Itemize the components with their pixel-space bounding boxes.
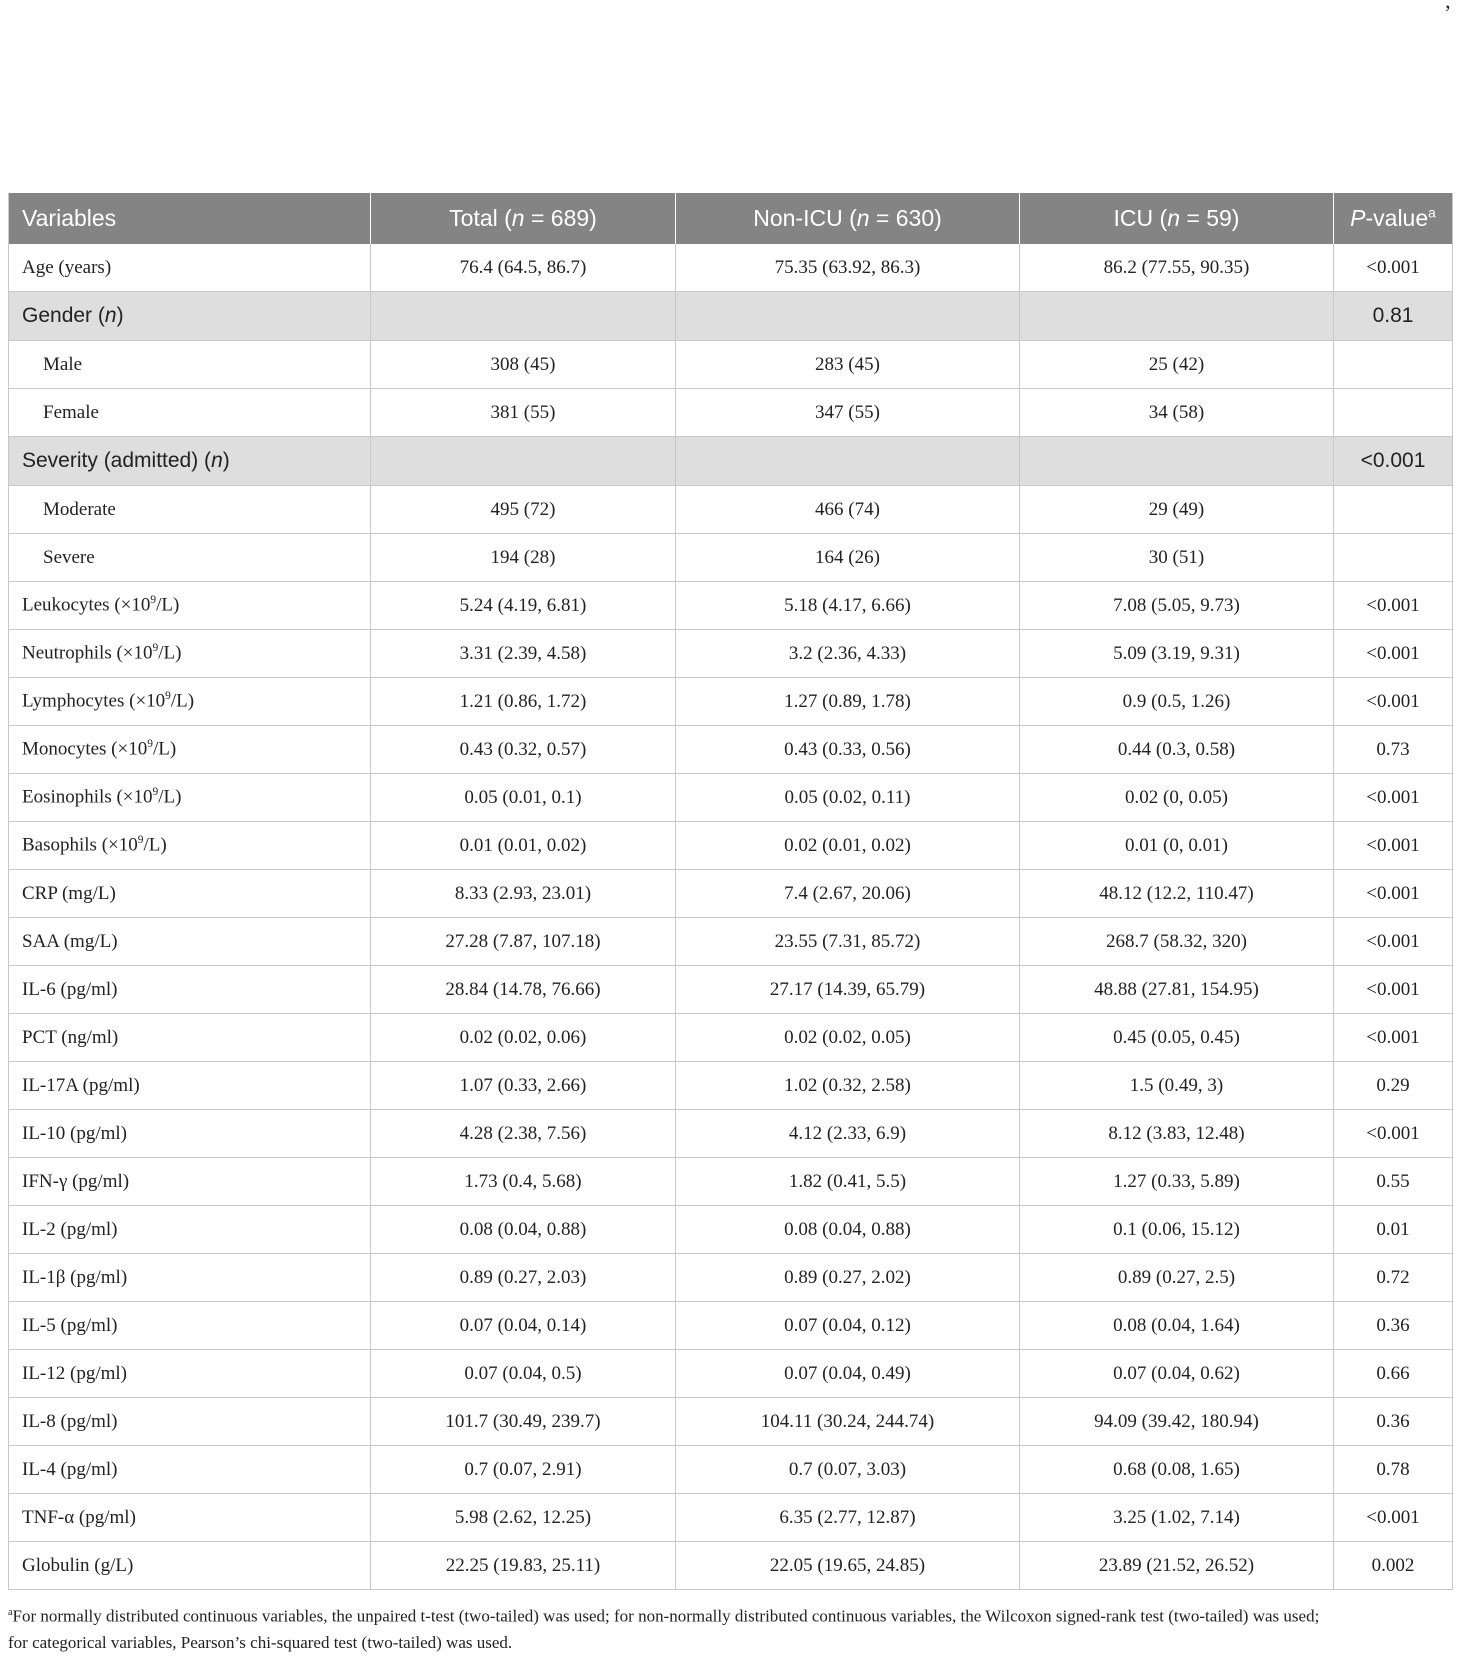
- cell-nonicu: 0.05 (0.02, 0.11): [676, 774, 1020, 822]
- cell-icu: 0.9 (0.5, 1.26): [1020, 678, 1334, 726]
- cell-nonicu: 23.55 (7.31, 85.72): [676, 918, 1020, 966]
- table-row: [9, 244, 1453, 292]
- table-row: [9, 437, 1453, 486]
- table-row: [9, 1206, 1453, 1254]
- cell-total: 1.07 (0.33, 2.66): [371, 1062, 676, 1110]
- cell-icu: [1020, 437, 1334, 486]
- row-label: IFN-γ (pg/ml): [9, 1158, 371, 1206]
- cell-nonicu: 0.02 (0.01, 0.02): [676, 822, 1020, 870]
- cell-pvalue: <0.001: [1334, 822, 1453, 870]
- cell-nonicu: 164 (26): [676, 534, 1020, 582]
- table-row: [9, 582, 1453, 630]
- row-label: Neutrophils $(\times 10^9/L)$: [9, 630, 371, 678]
- cell-pvalue: 0.73: [1334, 726, 1453, 774]
- cell-icu: 94.09 (39.42, 180.94): [1020, 1398, 1334, 1446]
- cell-pvalue: 0.81: [1334, 292, 1453, 341]
- cell-pvalue: 0.002: [1334, 1542, 1453, 1590]
- cell-icu: [1020, 292, 1334, 341]
- cell-total: 308 (45): [371, 341, 676, 389]
- cell-nonicu: 7.4 (2.67, 20.06): [676, 870, 1020, 918]
- header-pvalue: P-value$^a$: [1334, 193, 1453, 244]
- cell-icu: 0.02 (0, 0.05): [1020, 774, 1334, 822]
- row-label: Severe: [9, 534, 371, 582]
- cell-nonicu: 4.12 (2.33, 6.9): [676, 1110, 1020, 1158]
- cell-total: 4.28 (2.38, 7.56): [371, 1110, 676, 1158]
- cell-icu: 0.08 (0.04, 1.64): [1020, 1302, 1334, 1350]
- cell-pvalue: 0.36: [1334, 1398, 1453, 1446]
- cell-total: 0.02 (0.02, 0.06): [371, 1014, 676, 1062]
- cell-pvalue: <0.001: [1334, 966, 1453, 1014]
- cell-icu: 48.88 (27.81, 154.95): [1020, 966, 1334, 1014]
- cell-total: 194 (28): [371, 534, 676, 582]
- table-row: [9, 1446, 1453, 1494]
- cell-nonicu: 0.08 (0.04, 0.88): [676, 1206, 1020, 1254]
- header-nonicu: Non-ICU (n = 630): [676, 193, 1020, 244]
- header-icu: ICU (n = 59): [1020, 193, 1334, 244]
- cell-icu: 0.68 (0.08, 1.65): [1020, 1446, 1334, 1494]
- table-row: [9, 918, 1453, 966]
- cell-nonicu: 1.02 (0.32, 2.58): [676, 1062, 1020, 1110]
- cell-nonicu: 347 (55): [676, 389, 1020, 437]
- row-label: IL-8 (pg/ml): [9, 1398, 371, 1446]
- cell-pvalue: <0.001: [1334, 244, 1453, 292]
- cell-pvalue: 0.72: [1334, 1254, 1453, 1302]
- cell-pvalue: <0.001: [1334, 918, 1453, 966]
- row-label: Female: [9, 389, 371, 437]
- cell-icu: 0.44 (0.3, 0.58): [1020, 726, 1334, 774]
- row-label: Globulin (g/L): [9, 1542, 371, 1590]
- table-row: [9, 292, 1453, 341]
- cell-pvalue: <0.001: [1334, 582, 1453, 630]
- cell-nonicu: [676, 292, 1020, 341]
- cell-total: 3.31 (2.39, 4.58): [371, 630, 676, 678]
- table-row: [9, 1158, 1453, 1206]
- cell-nonicu: 6.35 (2.77, 12.87): [676, 1494, 1020, 1542]
- row-label: IL-4 (pg/ml): [9, 1446, 371, 1494]
- cell-nonicu: 3.2 (2.36, 4.33): [676, 630, 1020, 678]
- cell-pvalue: 0.36: [1334, 1302, 1453, 1350]
- cell-pvalue: <0.001: [1334, 630, 1453, 678]
- cell-nonicu: 283 (45): [676, 341, 1020, 389]
- cell-icu: 1.27 (0.33, 5.89): [1020, 1158, 1334, 1206]
- cell-icu: 48.12 (12.2, 110.47): [1020, 870, 1334, 918]
- table-row: [9, 341, 1453, 389]
- cell-total: 5.24 (4.19, 6.81): [371, 582, 676, 630]
- cell-nonicu: 466 (74): [676, 486, 1020, 534]
- cell-icu: 0.89 (0.27, 2.5): [1020, 1254, 1334, 1302]
- table-row: [9, 486, 1453, 534]
- cell-icu: 30 (51): [1020, 534, 1334, 582]
- row-label: Basophils $(\times 10^9/L)$: [9, 822, 371, 870]
- cell-icu: 7.08 (5.05, 9.73): [1020, 582, 1334, 630]
- cell-icu: 0.1 (0.06, 15.12): [1020, 1206, 1334, 1254]
- cell-total: [371, 437, 676, 486]
- cell-total: 0.07 (0.04, 0.14): [371, 1302, 676, 1350]
- cell-icu: 23.89 (21.52, 26.52): [1020, 1542, 1334, 1590]
- table-row: [9, 1302, 1453, 1350]
- cell-total: 101.7 (30.49, 239.7): [371, 1398, 676, 1446]
- table-row: [9, 870, 1453, 918]
- table-row: [9, 1014, 1453, 1062]
- row-label: IL-12 (pg/ml): [9, 1350, 371, 1398]
- cell-pvalue: <0.001: [1334, 1494, 1453, 1542]
- table-row: [9, 966, 1453, 1014]
- footnote: $^a$For normally distributed continuous variables, the unpaired t-test (two-tailed) was used; for non-normally distributed continuous variables, the Wilcoxon signed-rank test (two-tailed) was used; for categorical variables, Pearson’s chi-squared test (two-tailed) was used.: [8, 1606, 1320, 1652]
- header-variables: Variables: [9, 193, 371, 244]
- table-row: [9, 1350, 1453, 1398]
- table-row: [9, 1254, 1453, 1302]
- row-label: IL-10 (pg/ml): [9, 1110, 371, 1158]
- cell-pvalue: 0.01: [1334, 1206, 1453, 1254]
- cell-nonicu: 5.18 (4.17, 6.66): [676, 582, 1020, 630]
- cell-total: 495 (72): [371, 486, 676, 534]
- row-label: Gender (n): [9, 292, 371, 341]
- cell-pvalue: [1334, 389, 1453, 437]
- row-label: CRP (mg/L): [9, 870, 371, 918]
- cell-total: 1.73 (0.4, 5.68): [371, 1158, 676, 1206]
- cell-icu: 8.12 (3.83, 12.48): [1020, 1110, 1334, 1158]
- row-label: SAA (mg/L): [9, 918, 371, 966]
- row-label: IL-2 (pg/ml): [9, 1206, 371, 1254]
- table-row: [9, 678, 1453, 726]
- cell-total: 381 (55): [371, 389, 676, 437]
- cell-total: 1.21 (0.86, 1.72): [371, 678, 676, 726]
- cell-nonicu: 0.89 (0.27, 2.02): [676, 1254, 1020, 1302]
- row-label: IL-17A (pg/ml): [9, 1062, 371, 1110]
- cell-nonicu: 0.7 (0.07, 3.03): [676, 1446, 1020, 1494]
- table-header-row: [9, 193, 1453, 244]
- table-row: [9, 1542, 1453, 1590]
- table-row: [9, 1398, 1453, 1446]
- cell-icu: 25 (42): [1020, 341, 1334, 389]
- cell-nonicu: 27.17 (14.39, 65.79): [676, 966, 1020, 1014]
- table-row: [9, 1110, 1453, 1158]
- row-label: Monocytes $(\times 10^9/L)$: [9, 726, 371, 774]
- table-row: [9, 1062, 1453, 1110]
- corner-mark: ’: [1444, 0, 1452, 25]
- cell-total: 5.98 (2.62, 12.25): [371, 1494, 676, 1542]
- cell-pvalue: [1334, 486, 1453, 534]
- cell-icu: 0.01 (0, 0.01): [1020, 822, 1334, 870]
- cell-icu: 0.07 (0.04, 0.62): [1020, 1350, 1334, 1398]
- cell-nonicu: 0.02 (0.02, 0.05): [676, 1014, 1020, 1062]
- cell-total: 76.4 (64.5, 86.7): [371, 244, 676, 292]
- cell-nonicu: 0.07 (0.04, 0.49): [676, 1350, 1020, 1398]
- cell-pvalue: <0.001: [1334, 870, 1453, 918]
- cell-total: 27.28 (7.87, 107.18): [371, 918, 676, 966]
- cell-nonicu: 1.82 (0.41, 5.5): [676, 1158, 1020, 1206]
- cell-pvalue: 0.78: [1334, 1446, 1453, 1494]
- data-table: [8, 193, 1453, 1590]
- cell-total: 0.05 (0.01, 0.1): [371, 774, 676, 822]
- table-row: [9, 1494, 1453, 1542]
- cell-icu: 86.2 (77.55, 90.35): [1020, 244, 1334, 292]
- cell-pvalue: 0.29: [1334, 1062, 1453, 1110]
- cell-icu: 3.25 (1.02, 7.14): [1020, 1494, 1334, 1542]
- row-label: TNF-α (pg/ml): [9, 1494, 371, 1542]
- row-label: Male: [9, 341, 371, 389]
- row-label: Severity (admitted) (n): [9, 437, 371, 486]
- cell-pvalue: <0.001: [1334, 437, 1453, 486]
- cell-nonicu: 22.05 (19.65, 24.85): [676, 1542, 1020, 1590]
- cell-pvalue: 0.55: [1334, 1158, 1453, 1206]
- row-label: Lymphocytes $(\times 10^9/L)$: [9, 678, 371, 726]
- cell-total: 8.33 (2.93, 23.01): [371, 870, 676, 918]
- cell-pvalue: [1334, 534, 1453, 582]
- cell-icu: 268.7 (58.32, 320): [1020, 918, 1334, 966]
- row-label: Moderate: [9, 486, 371, 534]
- cell-pvalue: [1334, 341, 1453, 389]
- cell-total: 0.01 (0.01, 0.02): [371, 822, 676, 870]
- row-label: Eosinophils $(\times 10^9/L)$: [9, 774, 371, 822]
- cell-icu: 29 (49): [1020, 486, 1334, 534]
- cell-nonicu: 0.43 (0.33, 0.56): [676, 726, 1020, 774]
- cell-nonicu: 75.35 (63.92, 86.3): [676, 244, 1020, 292]
- row-label: PCT (ng/ml): [9, 1014, 371, 1062]
- table-row: [9, 630, 1453, 678]
- cell-pvalue: <0.001: [1334, 1014, 1453, 1062]
- cell-pvalue: 0.66: [1334, 1350, 1453, 1398]
- cell-pvalue: <0.001: [1334, 678, 1453, 726]
- cell-total: 0.7 (0.07, 2.91): [371, 1446, 676, 1494]
- cell-total: 0.07 (0.04, 0.5): [371, 1350, 676, 1398]
- row-label: IL-5 (pg/ml): [9, 1302, 371, 1350]
- cell-total: 0.89 (0.27, 2.03): [371, 1254, 676, 1302]
- cell-total: 0.43 (0.32, 0.57): [371, 726, 676, 774]
- cell-total: 22.25 (19.83, 25.11): [371, 1542, 676, 1590]
- table-row: [9, 726, 1453, 774]
- cell-pvalue: <0.001: [1334, 774, 1453, 822]
- table-row: [9, 534, 1453, 582]
- row-label: IL-1β (pg/ml): [9, 1254, 371, 1302]
- cell-total: 0.08 (0.04, 0.88): [371, 1206, 676, 1254]
- cell-nonicu: 1.27 (0.89, 1.78): [676, 678, 1020, 726]
- row-label: IL-6 (pg/ml): [9, 966, 371, 1014]
- cell-icu: 34 (58): [1020, 389, 1334, 437]
- header-total: Total (n = 689): [371, 193, 676, 244]
- table-row: [9, 774, 1453, 822]
- table-row: [9, 822, 1453, 870]
- cell-icu: 1.5 (0.49, 3): [1020, 1062, 1334, 1110]
- cell-icu: 5.09 (3.19, 9.31): [1020, 630, 1334, 678]
- row-label: Leukocytes $(\times 10^9/L)$: [9, 582, 371, 630]
- cell-total: [371, 292, 676, 341]
- cell-icu: 0.45 (0.05, 0.45): [1020, 1014, 1334, 1062]
- table-body: [9, 244, 1453, 1590]
- cell-nonicu: [676, 437, 1020, 486]
- cell-pvalue: <0.001: [1334, 1110, 1453, 1158]
- cell-total: 28.84 (14.78, 76.66): [371, 966, 676, 1014]
- cell-nonicu: 104.11 (30.24, 244.74): [676, 1398, 1020, 1446]
- cell-nonicu: 0.07 (0.04, 0.12): [676, 1302, 1020, 1350]
- row-label: Age (years): [9, 244, 371, 292]
- table-row: [9, 389, 1453, 437]
